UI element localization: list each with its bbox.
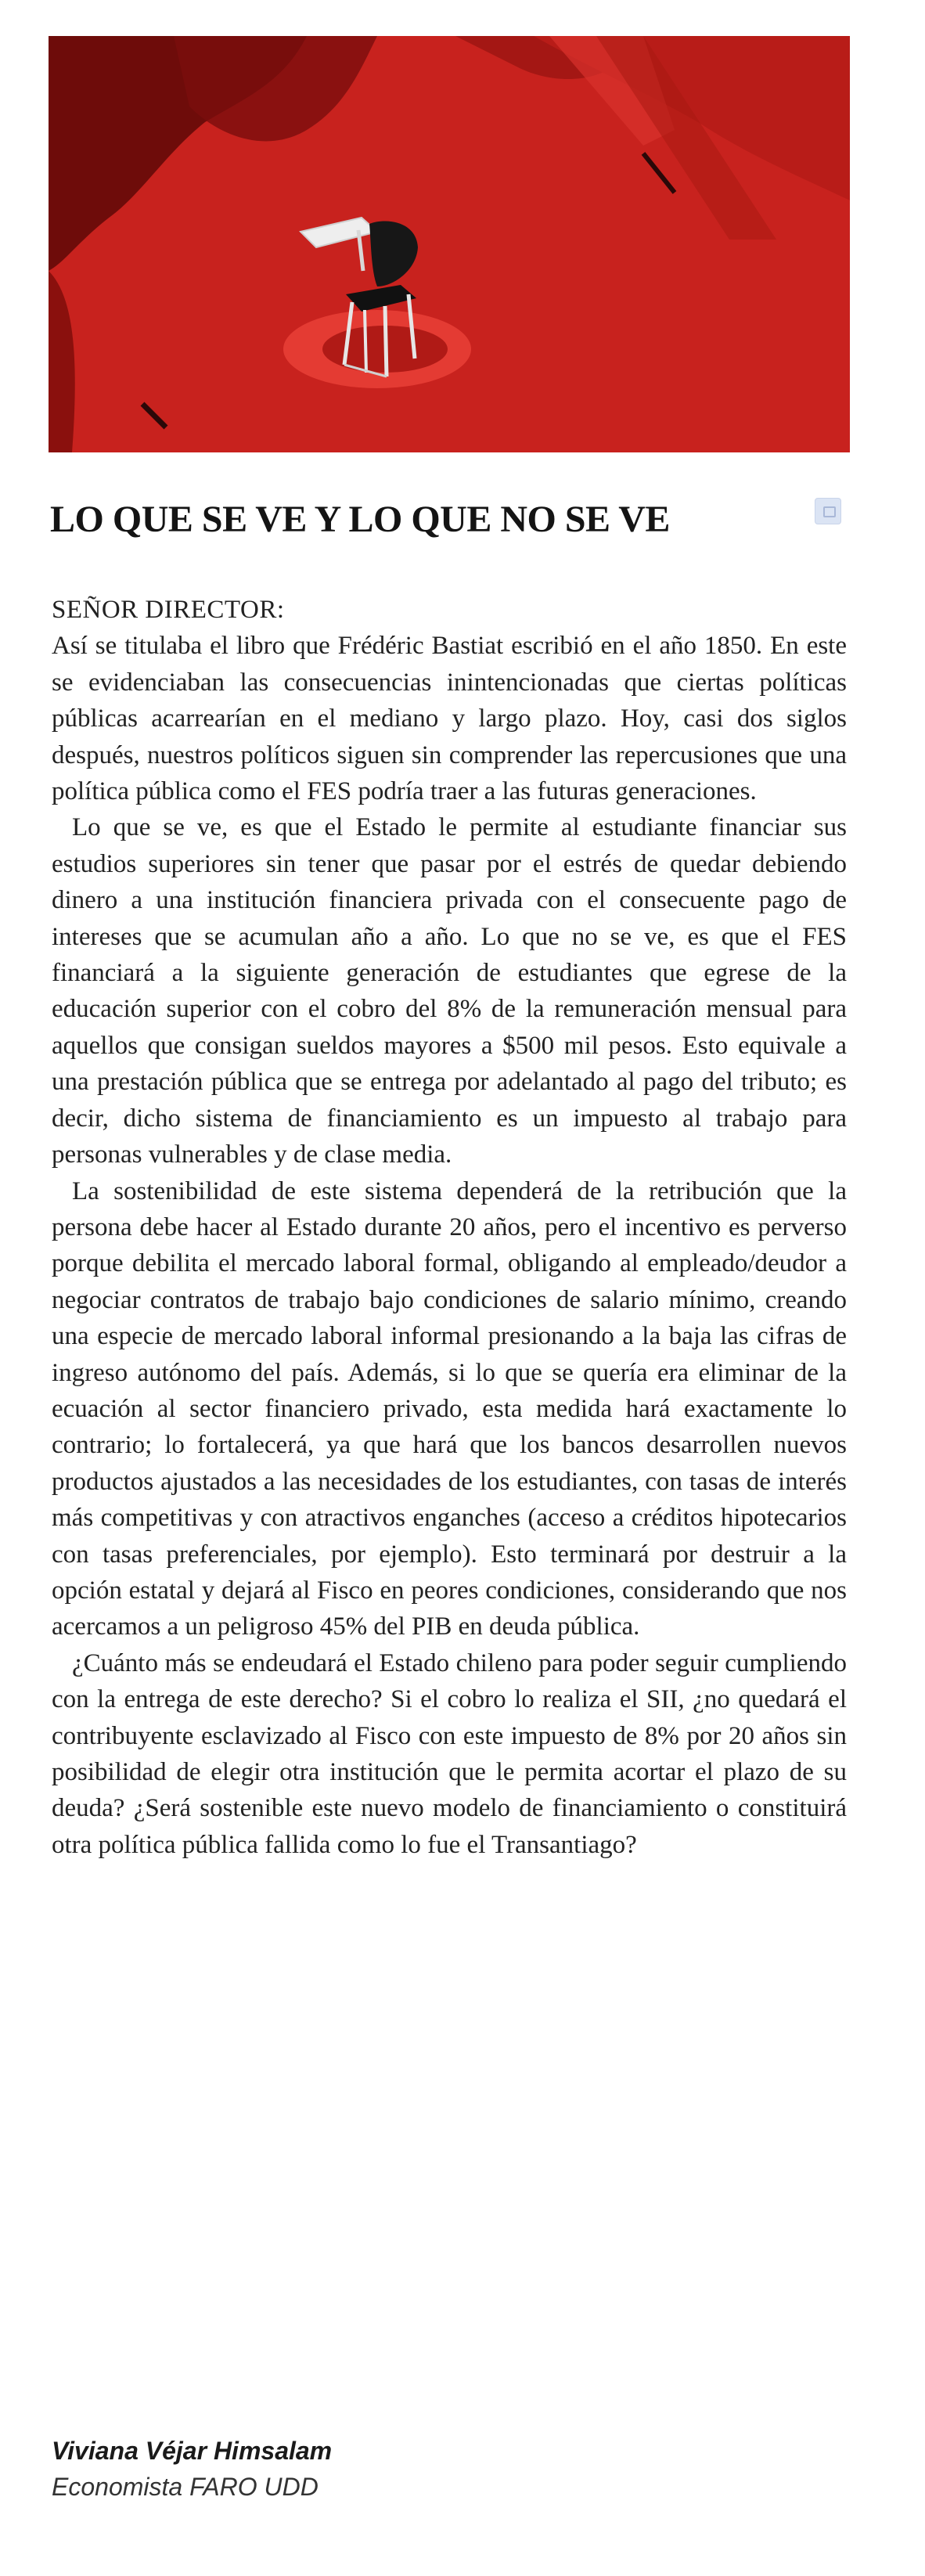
paragraph-1: Así se titulaba el libro que Frédéric Bastiat escribió en el año 1850. En este se evidenciaban las consecuencias inintencionadas que ciertas políticas públicas acarrearían en el mediano y largo plazo. Hoy, casi dos siglos después, nuestros políticos siguen sin comprender las repercusiones que una política pública como el FES podría traer a las futuras generaciones. xyxy=(52,632,847,806)
editorial-illustration xyxy=(49,36,850,452)
paragraph-2: Lo que se ve, es que el Estado le permite al estudiante financiar sus estudios superiores sin tener que pasar por el estrés de quedar debiendo dinero a una institución financiera privada con el consecuente pago de intereses que se acumulan año a año. Lo que no se ve, es que el FES financiará a la siguiente generación de estudiantes que egrese de la educación superior con el cobro del 8% de la remuneración mensual para aquellos que consigan sueldos mayores a $500 mil pesos. Esto equivale a una prestación pública que se entrega por adelantado al pago del tributo; es decir, dicho sistema de financiamiento es un impuesto al trabajo para personas vulnerables y de clase media. xyxy=(52,813,847,1169)
author-name: Viviana Véjar Himsalam xyxy=(52,2437,333,2465)
signature-block xyxy=(52,2433,332,2505)
article-headline: LO QUE SE VE Y LO QUE NO SE VE xyxy=(50,499,670,540)
paragraph-3: La sostenibilidad de este sistema dependerá de la retribución que la persona debe hacer al Estado durante 20 años, pero el incentivo es perverso porque debilita el mercado laboral formal, obligando al empleado/deudor a negociar contratos de trabajo bajo condiciones de salario mínimo, creando una especie de mercado laboral informal presionando a la baja las cifras de ingreso autónomo del país. Además, si lo que se quería era eliminar de la ecuación al sector financiero privado, esta medida hará exactamente lo contrario; lo fortalecerá, ya que hará que los bancos desarrollen nuevos productos ajustados a las necesidades de los estudiantes, con tasas de interés más competitivas y con atractivos enganches (acceso a créditos hipotecarios con tasas preferenciales, por ejemplo). Esto terminará por destruir a la opción estatal y dejará al Fisco en peores condiciones, considerando que nos acercamos a un peligroso 45% del PIB en deuda pública. xyxy=(52,1176,847,1641)
share-icon[interactable] xyxy=(815,498,841,524)
paragraph-4: ¿Cuánto más se endeudará el Estado chileno para poder seguir cumpliendo con la entrega de este derecho? Si el cobro lo realiza el SII, ¿no quedará el contribuyente esclavizado al Fisco con este impuesto de 8% por 20 años sin posibilidad de elegir otra institución que le permita acortar el plazo de su deuda? ¿Será sostenible este nuevo modelo de financiamiento o constituirá otra política pública fallida como lo fue el Transantiago? xyxy=(52,1648,847,1859)
author-role: Economista FARO UDD xyxy=(52,2473,319,2501)
illustration-art xyxy=(49,36,850,452)
salutation: SEÑOR DIRECTOR: xyxy=(52,596,285,624)
article-body xyxy=(52,592,847,1863)
